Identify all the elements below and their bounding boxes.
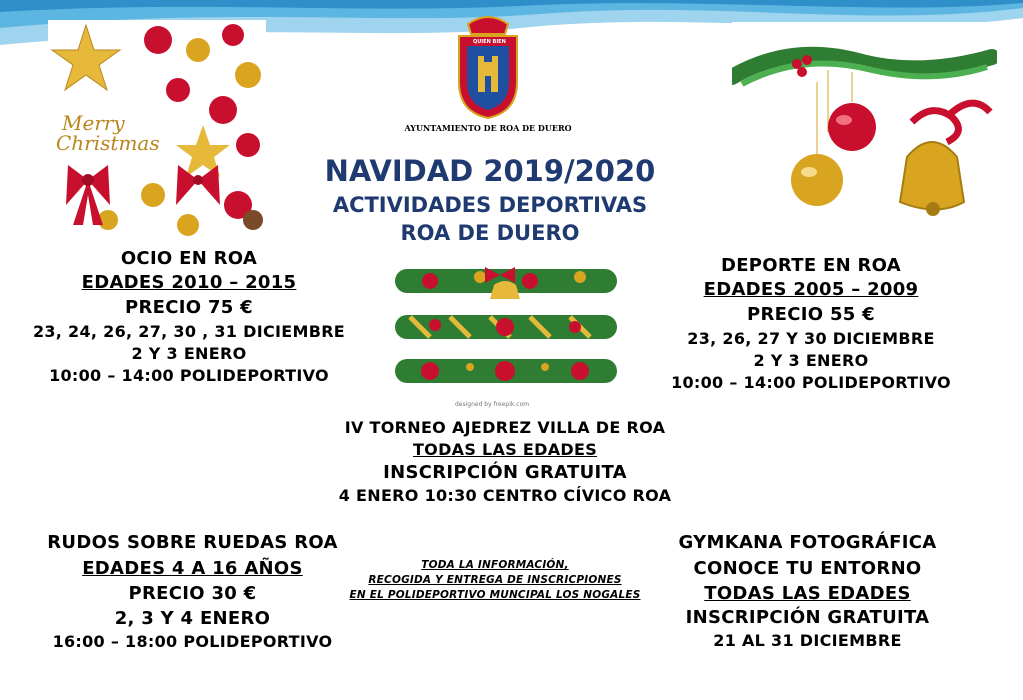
page-title: NAVIDAD 2019/2020 [324,154,656,188]
gymkana-subtitle: CONOCE TU ENTORNO [693,558,922,579]
christmas-bells-image [732,22,997,237]
ocio-dates-january: 2 Y 3 ENERO [131,344,247,363]
ajedrez-title: IV TORNEO AJEDREZ VILLA DE ROA [344,418,666,437]
ajedrez-when: 4 ENERO 10:30 CENTRO CÍVICO ROA [338,486,672,505]
page-subtitle: ACTIVIDADES DEPORTIVAS [332,193,648,217]
deporte-section [650,254,972,394]
ocio-price: PRECIO 75 € [125,297,253,318]
info-line-2: RECOGIDA Y ENTREGA DE INSCRICPIONES [368,574,622,586]
rudos-price: PRECIO 30 € [128,583,257,604]
crest-caption: AYUNTAMIENTO DE ROA DE DUERO [404,123,572,133]
christmas-ornaments-image [48,20,266,238]
ocio-section [0,247,378,387]
ocio-time: 10:00 – 14:00 POLIDEPORTIVO [49,366,329,385]
municipal-crest [453,12,523,120]
rudos-time: 16:00 – 18:00 POLIDEPORTIVO [52,632,333,651]
gymkana-section [655,530,960,652]
deporte-ages: EDADES 2005 – 2009 [703,279,919,300]
rudos-ages: EDADES 4 A 16 AÑOS [82,558,303,579]
ocio-title: OCIO EN ROA [120,248,258,269]
deporte-time: 10:00 – 14:00 POLIDEPORTIVO [671,373,951,392]
info-section [320,558,670,603]
gymkana-fee: INSCRIPCIÓN GRATUITA [685,607,930,628]
svg-text:Christmas: Christmas [56,131,160,155]
gymkana-title: GYMKANA FOTOGRÁFICA [678,532,937,553]
page-location: ROA DE DUERO [400,221,580,245]
rudos-section [20,530,365,653]
rudos-dates: 2, 3 Y 4 ENERO [114,608,271,629]
gymkana-ages: TODAS LAS EDADES [704,583,911,604]
ajedrez-fee: INSCRIPCIÓN GRATUITA [383,462,627,483]
info-line-3: EN EL POLIDEPORTIVO MUNCIPAL LOS NOGALES [349,589,641,601]
deporte-price: PRECIO 55 € [747,304,875,325]
ocio-ages: EDADES 2010 – 2015 [81,272,297,293]
ocio-dates-december: 23, 24, 26, 27, 30 , 31 DICIEMBRE [32,322,346,341]
info-line-1: TODA LA INFORMACIÓN, [421,559,569,571]
crest-motto: QUIEN BIEN [473,39,506,45]
ajedrez-ages: TODAS LAS EDADES [412,440,598,459]
svg-text:Merry: Merry [62,111,125,135]
deporte-title: DEPORTE EN ROA [720,255,902,276]
deporte-dates-january: 2 Y 3 ENERO [753,351,869,370]
gymkana-dates: 21 AL 31 DICIEMBRE [713,631,902,650]
garland-image [370,247,642,414]
rudos-title: RUDOS SOBRE RUEDAS ROA [47,532,338,553]
image-credit: designed by freepik.com [455,401,530,408]
ajedrez-section [310,417,700,507]
deporte-dates-december: 23, 26, 27 Y 30 DICIEMBRE [687,329,935,348]
